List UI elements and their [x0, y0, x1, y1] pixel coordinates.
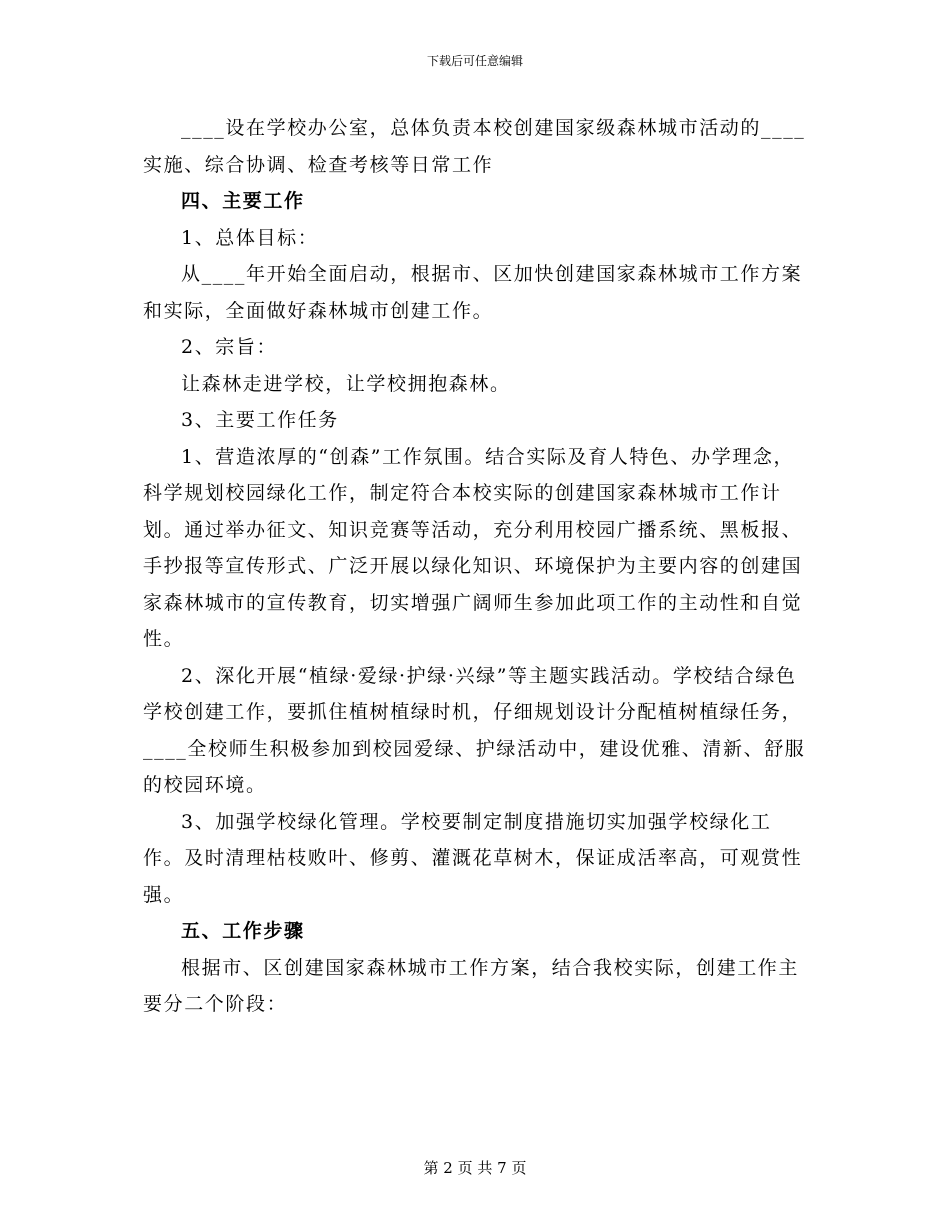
subheading-overall-goal: 1、总体目标：: [181, 226, 319, 249]
paragraph-task-green-management: 3、加强学校绿化管理。学校要制定制度措施切实加强学校绿化工作。及时清理枯枝败叶、修剪、灌溉花草树木，保证成活率高，可观赏性强。: [143, 810, 803, 906]
paragraph-work-stages: 根据市、区创建国家森林城市工作方案，结合我校实际，创建工作主要分二个阶段：: [143, 956, 800, 1015]
page-header-note: 下载后可任意编辑: [426, 54, 523, 68]
paragraph-purpose: 让森林走进学校，让学校拥抱森林。: [181, 372, 511, 395]
paragraph-overall-goal: 从____年开始全面启动，根据市、区加快创建国家森林城市工作方案和实际，全面做好森林城市创建工作。: [143, 263, 803, 322]
subheading-main-tasks: 3、主要工作任务: [181, 409, 339, 431]
section-heading-main-work: 四、主要工作: [181, 190, 305, 212]
subheading-purpose: 2、宗旨：: [181, 336, 278, 358]
paragraph-task-atmosphere: 1、营造浓厚的“创森”工作氛围。结合实际及育人特色、办学理念，科学规划校园绿化工作，制定符合本校实际的创建国家森林城市工作计划。通过举办征文、知识竞赛等活动，充分利用校园广播系统、黑板报、手抄报等宣传形式、广泛开展以绿化知识、环境保护为主要内容的创建国家森林城市的宣传教育，切实增强广阔师生参加此项工作的主动性和自觉性。: [143, 445, 803, 650]
section-heading-work-steps: 五、工作步骤: [181, 920, 305, 942]
page-number-footer: 第 2 页 共 7 页: [423, 1159, 527, 1177]
document-body: [143, 110, 810, 1023]
paragraph-task-green-activities: 2、深化开展“植绿·爱绿·护绿·兴绿”等主题实践活动。学校结合绿色学校创建工作，要抓住植树植绿时机，仔细规划设计分配植树植绿任务，____全校师生积极参加到校园爱绿、护绿活动中，建设优雅、清新、舒服的校园环境。: [143, 664, 806, 796]
paragraph-office-responsibility: ____设在学校办公室，总体负责本校创建国家级森林城市活动的____实施、综合协调、检查考核等日常工作: [143, 117, 806, 176]
